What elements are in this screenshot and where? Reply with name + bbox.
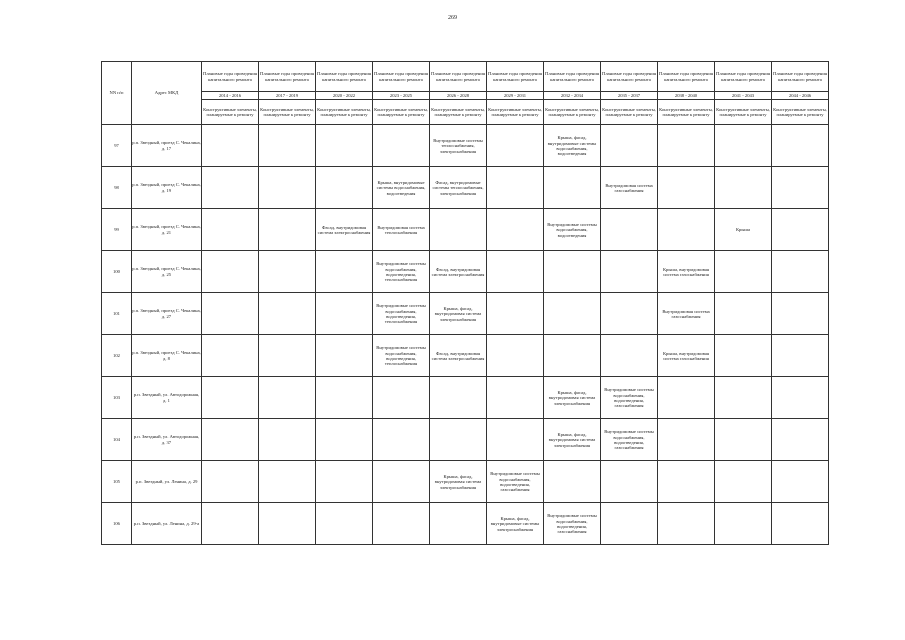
row-number: 102 xyxy=(102,335,132,377)
repair-elements-cell xyxy=(259,461,316,503)
repair-elements-cell xyxy=(715,503,772,545)
repair-elements-cell xyxy=(202,293,259,335)
repair-elements-cell xyxy=(259,209,316,251)
row-address: р.п. Звездный, проезд С. Чекалина, д. 19 xyxy=(132,167,202,209)
capital-repair-plan-table xyxy=(101,61,829,545)
repair-elements-cell xyxy=(316,125,373,167)
row-number: 100 xyxy=(102,251,132,293)
repair-elements-cell xyxy=(316,503,373,545)
repair-elements-text: Внутридомовые системы водоснабжения, водоотведения, теплоснабжения xyxy=(376,345,426,367)
repair-elements-text: Крыша, фасад, внутридомовые системы электроснабжения xyxy=(490,515,540,532)
repair-elements-cell xyxy=(544,377,601,419)
table-row xyxy=(102,209,829,251)
repair-elements-cell xyxy=(601,461,658,503)
repair-elements-cell xyxy=(715,335,772,377)
repair-elements-text: Крыша, фасад, внутридомовая система электроснабжения xyxy=(434,305,482,322)
repair-elements-cell xyxy=(487,419,544,461)
page-number: 269 xyxy=(448,15,457,21)
repair-elements-cell xyxy=(544,209,601,251)
repair-elements-cell xyxy=(658,125,715,167)
repair-elements-text: Крыша, фасад, внутридомовые системы водоснабжения, водоотведения xyxy=(547,135,597,157)
header-years: 2017 - 2019 xyxy=(259,92,316,100)
repair-elements-cell xyxy=(259,167,316,209)
repair-elements-cell xyxy=(259,293,316,335)
row-number: 106 xyxy=(102,503,132,545)
header-period-label: Плановые годы проведения капитального ремонта xyxy=(658,62,715,92)
repair-elements-cell xyxy=(487,377,544,419)
repair-elements-cell xyxy=(487,335,544,377)
repair-elements-cell xyxy=(601,251,658,293)
repair-elements-cell xyxy=(658,293,715,335)
header-period-label: Плановые годы проведения капитального ремонта xyxy=(601,62,658,92)
header-period-label: Плановые годы проведения капитального ремонта xyxy=(544,62,601,92)
repair-elements-cell xyxy=(601,167,658,209)
header-elements-label: Конструктивные элементы, планируемые к ремонту xyxy=(259,100,316,125)
repair-elements-cell xyxy=(715,293,772,335)
repair-elements-cell xyxy=(715,251,772,293)
repair-elements-cell xyxy=(316,251,373,293)
repair-elements-text: Фасад, внутридомовые системы теплоснабжения, электроснабжения xyxy=(432,179,484,196)
repair-elements-cell xyxy=(259,419,316,461)
repair-elements-text: Крыша, внутридомовые системы водоснабжения, водоотведения xyxy=(376,179,426,196)
repair-elements-cell xyxy=(259,251,316,293)
header-address: Адрес МКД xyxy=(132,62,202,125)
header-elements-label: Конструктивные элементы, планируемые к ремонту xyxy=(601,100,658,125)
repair-elements-cell xyxy=(715,377,772,419)
repair-elements-text: Крыша, фасад, внутридомовая система электроснабжения xyxy=(548,431,596,448)
header-elements-label: Конструктивные элементы, планируемые к ремонту xyxy=(316,100,373,125)
repair-elements-cell xyxy=(658,503,715,545)
row-address: р.п. Звездный, проезд С. Чекалина, д. 27 xyxy=(132,293,202,335)
repair-elements-cell xyxy=(430,125,487,167)
header-period-label: Плановые годы проведения капитального ремонта xyxy=(373,62,430,92)
row-number: 104 xyxy=(102,419,132,461)
repair-elements-cell xyxy=(772,503,829,545)
repair-elements-cell xyxy=(202,167,259,209)
header-period-label: Плановые годы проведения капитального ремонта xyxy=(715,62,772,92)
repair-elements-cell xyxy=(430,251,487,293)
repair-elements-cell xyxy=(544,167,601,209)
repair-elements-cell xyxy=(373,293,430,335)
row-number: 99 xyxy=(102,209,132,251)
repair-elements-text: Внутридомовые системы водоснабжения, водоотведения, газоснабжения xyxy=(604,387,654,409)
table-row xyxy=(102,125,829,167)
repair-elements-cell xyxy=(373,419,430,461)
header-period-label: Плановые годы проведения капитального ремонта xyxy=(772,62,829,92)
repair-elements-text: Крыша, внутридомовая система газоснабжения xyxy=(662,266,710,277)
repair-elements-cell xyxy=(772,293,829,335)
header-elements-label: Конструктивные элементы, планируемые к ремонту xyxy=(658,100,715,125)
repair-elements-text: Крыша, фасад, внутридомовая система электроснабжения xyxy=(548,389,596,406)
repair-elements-cell xyxy=(202,377,259,419)
header-years: 2035 - 2037 xyxy=(601,92,658,100)
repair-elements-cell xyxy=(715,419,772,461)
repair-elements-cell xyxy=(430,335,487,377)
repair-elements-cell xyxy=(544,125,601,167)
repair-elements-cell xyxy=(430,209,487,251)
header-elements-label: Конструктивные элементы, планируемые к ремонту xyxy=(544,100,601,125)
header-elements-label: Конструктивные элементы, планируемые к ремонту xyxy=(487,100,544,125)
repair-elements-text: Крыша, фасад, внутридомовая система электроснабжения xyxy=(434,473,482,490)
repair-elements-cell xyxy=(202,503,259,545)
header-years: 2041 - 2043 xyxy=(715,92,772,100)
repair-elements-cell xyxy=(715,125,772,167)
header-years: 2032 - 2034 xyxy=(544,92,601,100)
header-years: 2014 - 2016 xyxy=(202,92,259,100)
repair-elements-cell xyxy=(772,125,829,167)
repair-elements-cell xyxy=(601,293,658,335)
row-address: р.п. Звездный, проезд С. Чекалина, д. 8 xyxy=(132,335,202,377)
row-number: 105 xyxy=(102,461,132,503)
header-years: 2020 - 2022 xyxy=(316,92,373,100)
header-elements-label: Конструктивные элементы, планируемые к ремонту xyxy=(202,100,259,125)
repair-elements-cell xyxy=(373,251,430,293)
repair-elements-cell xyxy=(430,503,487,545)
repair-elements-cell xyxy=(202,461,259,503)
repair-elements-cell xyxy=(772,377,829,419)
repair-elements-cell xyxy=(658,167,715,209)
repair-elements-cell xyxy=(430,419,487,461)
row-number: 103 xyxy=(102,377,132,419)
repair-elements-cell xyxy=(658,419,715,461)
header-years: 2029 - 2031 xyxy=(487,92,544,100)
repair-elements-cell xyxy=(316,377,373,419)
header-elements-label: Конструктивные элементы, планируемые к ремонту xyxy=(715,100,772,125)
repair-elements-text: Крыша xyxy=(735,227,751,233)
repair-elements-cell xyxy=(601,503,658,545)
repair-elements-cell xyxy=(772,461,829,503)
repair-elements-cell xyxy=(373,503,430,545)
repair-elements-cell xyxy=(316,461,373,503)
repair-elements-text: Внутридомовая система газоснабжения xyxy=(605,182,653,193)
repair-elements-text: Внутридомовые системы водоснабжения, водоотведения, теплоснабжения xyxy=(376,303,426,325)
table-row xyxy=(102,335,829,377)
repair-elements-text: Фасад, внутридомовая система электроснабжения xyxy=(431,266,485,277)
repair-elements-text: Внутридомовая система теплоснабжения xyxy=(377,224,425,235)
table-body xyxy=(102,125,829,545)
header-years: 2038 - 2040 xyxy=(658,92,715,100)
table-header xyxy=(102,62,829,125)
repair-elements-cell xyxy=(601,377,658,419)
repair-elements-cell xyxy=(316,419,373,461)
repair-elements-cell xyxy=(715,209,772,251)
repair-elements-cell xyxy=(430,461,487,503)
repair-elements-cell xyxy=(487,209,544,251)
header-period-label: Плановые годы проведения капитального ремонта xyxy=(202,62,259,92)
repair-elements-cell xyxy=(772,251,829,293)
repair-elements-cell xyxy=(658,251,715,293)
repair-elements-cell xyxy=(544,251,601,293)
row-address: р.п. Звездный, проезд С. Чекалина, д. 25 xyxy=(132,251,202,293)
repair-elements-cell xyxy=(487,251,544,293)
repair-elements-text: Внутридомовая система газоснабжения xyxy=(662,308,710,319)
repair-elements-cell xyxy=(601,419,658,461)
repair-elements-cell xyxy=(316,209,373,251)
repair-elements-cell xyxy=(487,125,544,167)
header-years: 2023 - 2025 xyxy=(373,92,430,100)
repair-elements-cell xyxy=(772,209,829,251)
repair-elements-cell xyxy=(772,419,829,461)
table-row xyxy=(102,503,829,545)
repair-elements-cell xyxy=(202,419,259,461)
header-years: 2026 - 2028 xyxy=(430,92,487,100)
header-nn: NN п/п xyxy=(102,62,132,125)
repair-elements-text: Фасад, внутридомовая система электроснабжения xyxy=(317,224,371,235)
repair-elements-cell xyxy=(715,461,772,503)
repair-elements-cell xyxy=(373,125,430,167)
repair-elements-text: Внутридомовые системы водоснабжения, водоотведения xyxy=(547,221,597,238)
repair-elements-cell xyxy=(202,125,259,167)
repair-elements-cell xyxy=(259,377,316,419)
repair-elements-cell xyxy=(715,167,772,209)
header-years: 2044 - 2046 xyxy=(772,92,829,100)
header-period-label: Плановые годы проведения капитального ремонта xyxy=(316,62,373,92)
repair-elements-cell xyxy=(544,461,601,503)
repair-elements-cell xyxy=(259,503,316,545)
table-row xyxy=(102,293,829,335)
repair-elements-cell xyxy=(430,167,487,209)
repair-elements-text: Внутридомовые системы водоснабжения, водоотведения, газоснабжения xyxy=(547,513,597,535)
header-elements-label: Конструктивные элементы, планируемые к ремонту xyxy=(430,100,487,125)
repair-elements-cell xyxy=(487,461,544,503)
repair-elements-cell xyxy=(316,293,373,335)
repair-elements-text: Внутридомовые системы водоснабжения, водоотведения, теплоснабжения xyxy=(376,261,426,283)
row-number: 98 xyxy=(102,167,132,209)
row-number: 97 xyxy=(102,125,132,167)
row-address: р.п. Звездный, ул. Автодорожная, д. 37 xyxy=(132,419,202,461)
repair-elements-cell xyxy=(316,167,373,209)
row-address: р.п. Звездный, проезд С. Чекалина, д. 21 xyxy=(132,209,202,251)
repair-elements-cell xyxy=(601,209,658,251)
repair-elements-cell xyxy=(259,125,316,167)
repair-elements-text: Внутридомовые системы водоснабжения, водоотведения, газоснабжения xyxy=(604,429,654,451)
repair-elements-cell xyxy=(487,167,544,209)
row-address: р.п. Звездный, проезд С. Чекалина, д. 17 xyxy=(132,125,202,167)
header-period-label: Плановые годы проведения капитального ремонта xyxy=(430,62,487,92)
header-period-label: Плановые годы проведения капитального ремонта xyxy=(487,62,544,92)
repair-elements-cell xyxy=(772,335,829,377)
repair-elements-cell xyxy=(658,377,715,419)
row-number: 101 xyxy=(102,293,132,335)
repair-elements-cell xyxy=(544,419,601,461)
header-elements-label: Конструктивные элементы, планируемые к ремонту xyxy=(772,100,829,125)
repair-elements-cell xyxy=(544,293,601,335)
table-row xyxy=(102,419,829,461)
row-address: р.п. Звездный, ул. Ленина, д. 29-а xyxy=(132,503,202,545)
header-period-label: Плановые годы проведения капитального ремонта xyxy=(259,62,316,92)
row-address: р.п. Звездный, ул. Ленина, д. 29 xyxy=(132,461,202,503)
repair-elements-cell xyxy=(544,335,601,377)
repair-elements-cell xyxy=(373,209,430,251)
repair-elements-cell xyxy=(259,335,316,377)
table-row xyxy=(102,167,829,209)
repair-elements-cell xyxy=(601,335,658,377)
repair-elements-cell xyxy=(430,293,487,335)
repair-elements-cell xyxy=(430,377,487,419)
repair-elements-cell xyxy=(373,461,430,503)
repair-elements-text: Внутридомовые системы теплоснабжения, электроснабжения xyxy=(433,137,483,154)
repair-elements-cell xyxy=(601,125,658,167)
repair-elements-cell xyxy=(772,167,829,209)
table-row xyxy=(102,251,829,293)
repair-elements-cell xyxy=(658,335,715,377)
row-address: р.п. Звездный, ул. Автодорожная, д. 1 xyxy=(132,377,202,419)
repair-elements-text: Крыша, внутридомовая система газоснабжения xyxy=(662,350,710,361)
repair-elements-cell xyxy=(373,377,430,419)
repair-elements-text: Внутридомовые системы водоснабжения, водоотведения, газоснабжения xyxy=(490,471,540,493)
table-row xyxy=(102,461,829,503)
repair-elements-cell xyxy=(316,335,373,377)
repair-elements-text: Фасад, внутридомовая система электроснабжения xyxy=(431,350,485,361)
repair-elements-cell xyxy=(202,251,259,293)
repair-elements-cell xyxy=(202,209,259,251)
repair-elements-cell xyxy=(544,503,601,545)
repair-elements-cell xyxy=(373,167,430,209)
repair-elements-cell xyxy=(202,335,259,377)
repair-elements-cell xyxy=(373,335,430,377)
repair-elements-cell xyxy=(658,209,715,251)
repair-elements-cell xyxy=(658,461,715,503)
table-row xyxy=(102,377,829,419)
repair-elements-cell xyxy=(487,293,544,335)
header-elements-label: Конструктивные элементы, планируемые к ремонту xyxy=(373,100,430,125)
repair-elements-cell xyxy=(487,503,544,545)
